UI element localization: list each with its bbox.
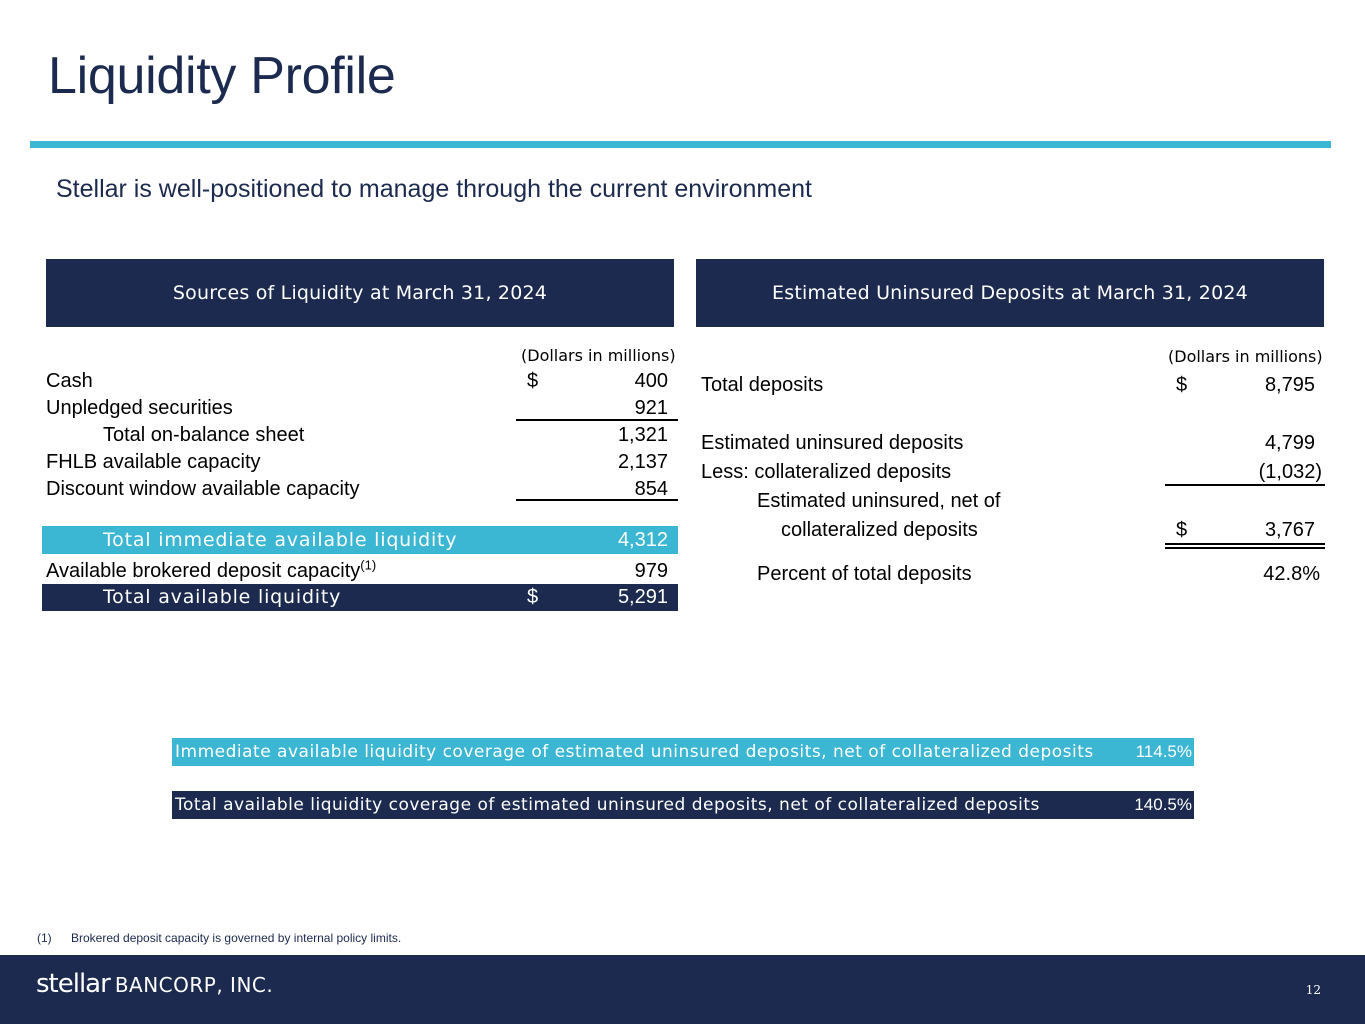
row-brokered-value: 979 (634, 560, 668, 582)
footnote-text: Brokered deposit capacity is governed by internal policy limits. (71, 931, 402, 945)
title-divider (30, 141, 1331, 148)
estimated-uninsured-value: 4,799 (1264, 432, 1315, 454)
company-logo (36, 969, 273, 999)
total-coverage-label: Total available liquidity coverage of estimated uninsured deposits, net of collateralized deposits (175, 795, 1040, 815)
row-discount-label: Discount window available capacity (46, 478, 360, 500)
page-title: Liquidity Profile (48, 47, 396, 105)
total-coverage-value: 140.5% (1134, 795, 1192, 814)
row-cash-value: 400 (634, 370, 668, 392)
uninsured-subtotal-rule (1165, 484, 1325, 486)
immediate-coverage-row (172, 738, 1194, 766)
row-brokered-label (46, 559, 376, 583)
total-liquidity-row (42, 584, 678, 611)
footer-bar (0, 955, 1365, 1024)
total-liquidity-currency: $ (527, 586, 539, 608)
total-deposits-value: 8,795 (1264, 374, 1315, 396)
net-uninsured-value: 3,767 (1264, 519, 1315, 541)
net-uninsured-label-line1: Estimated uninsured, net of (757, 490, 1001, 512)
row-onbalance-label: Total on-balance sheet (103, 424, 305, 446)
immediate-liquidity-label: Total immediate available liquidity (103, 529, 458, 551)
total-deposits-label: Total deposits (701, 374, 824, 396)
row-cash-currency: $ (527, 370, 539, 392)
total-coverage-row (172, 791, 1194, 819)
sources-unit-label: (Dollars in millions) (521, 346, 676, 365)
total-liquidity-label: Total available liquidity (103, 586, 342, 608)
footnote-ref: (1) (360, 557, 377, 573)
percent-total-value: 42.8% (1263, 563, 1320, 585)
footnote (37, 931, 401, 945)
page-subtitle: Stellar is well-positioned to manage through the current environment (56, 175, 812, 203)
immediate-liquidity-row (42, 526, 678, 554)
immediate-coverage-label: Immediate available liquidity coverage of estimated uninsured deposits, net of collateralized deposits (175, 742, 1094, 762)
row-fhlb-label: FHLB available capacity (46, 451, 261, 473)
net-uninsured-currency: $ (1176, 519, 1188, 541)
row-brokered-text: Available brokered deposit capacity (46, 560, 361, 582)
sources-header (46, 259, 674, 327)
total-deposits-currency: $ (1176, 374, 1188, 396)
net-uninsured-label-line2: collateralized deposits (781, 519, 978, 541)
footnote-number: (1) (37, 931, 52, 945)
collateralized-label: Less: collateralized deposits (701, 461, 952, 483)
net-uninsured-double-rule-top (1165, 543, 1325, 545)
collateralized-value: (1,032) (1258, 461, 1322, 483)
sources-header-label: Sources of Liquidity at March 31, 2024 (172, 282, 548, 304)
row-unpledged-label: Unpledged securities (46, 397, 233, 419)
total-liquidity-value: 5,291 (617, 586, 668, 608)
sources-total-rule (516, 499, 678, 501)
immediate-liquidity-value: 4,312 (617, 529, 668, 551)
page-number: 12 (1305, 983, 1321, 997)
logo-text: BANCORP, INC. (114, 973, 274, 997)
sources-subtotal-rule (516, 419, 678, 421)
row-unpledged-value: 921 (634, 397, 668, 419)
row-cash-label: Cash (46, 370, 93, 392)
logo-wordmark: stellar (36, 969, 110, 999)
row-fhlb-value: 2,137 (617, 451, 668, 473)
uninsured-header-label: Estimated Uninsured Deposits at March 31, 2024 (772, 282, 1248, 304)
net-uninsured-double-rule-bottom (1165, 547, 1325, 549)
percent-total-label: Percent of total deposits (757, 563, 972, 585)
estimated-uninsured-label: Estimated uninsured deposits (701, 432, 964, 454)
uninsured-unit-label: (Dollars in millions) (1168, 347, 1323, 366)
row-onbalance-value: 1,321 (617, 424, 668, 446)
uninsured-header (696, 259, 1324, 327)
row-discount-value: 854 (634, 478, 668, 500)
immediate-coverage-value: 114.5% (1135, 742, 1192, 761)
